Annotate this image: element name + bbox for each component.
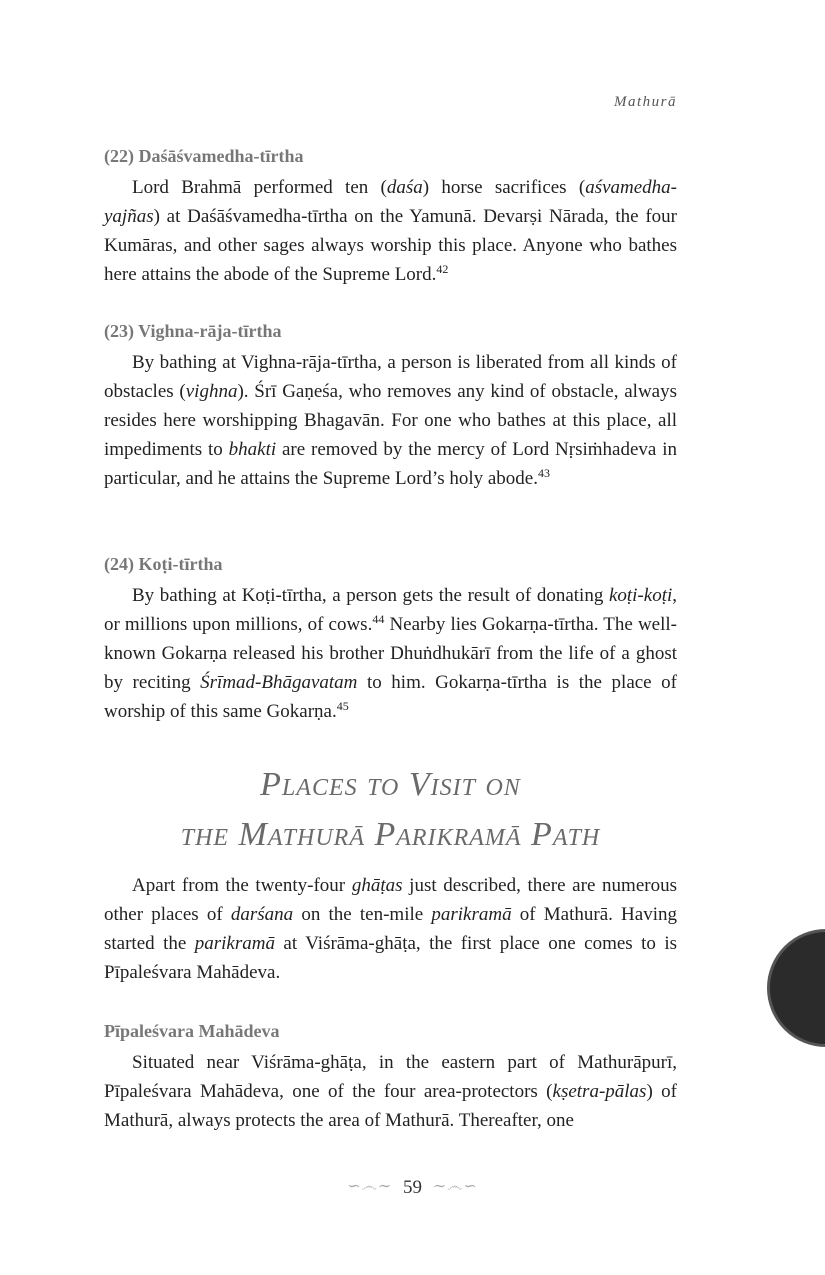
right-ornament-icon: ∼෴∽ [432,1178,478,1195]
intro [104,871,677,987]
section-paragraph: Situated near Viśrāma-ghāṭa, in the eastern part of Mathurāpurī, Pīpaleśvara Mahādeva, one of the four area-protectors (kṣetra-pālas) of Mathurā, always protects the area of Mathurā. Thereafter, one [104,1052,677,1131]
section-24 [104,552,677,726]
footnote-ref: 44 [372,612,385,626]
intro-paragraph: Apart from the twenty-four ghāṭas just described, there are numerous other places of darśana on the ten-mile parikramā of Mathurā. Having started the parikramā at Viśrāma-ghāṭa, the first place one comes to is Pīpaleśvara Mahādeva. [104,875,678,983]
footnote-ref: 43 [538,466,550,480]
section-heading: (23) Vighna-rāja-tīrtha [104,321,282,341]
section-heading: Pīpaleśvara Mahādeva [104,1021,280,1041]
pipaleshvara-section [104,1019,677,1135]
running-title: Mathurā [614,94,677,110]
section-paragraph: By bathing at Vighna-rāja-tīrtha, a person is liberated from all kinds of obstacles (vighna). Śrī Gaṇeśa, who removes any kind of obstacle, always resides here worshipping Bhagavān. For one who bathes at this place, all impediments to bhakti are removed by the mercy of Lord Nṛsiṁhadeva in particular, and he attains the Supreme Lord’s holy abode.$^{43}$ [104,352,677,489]
section-heading: (22) Daśāśvamedha-tīrtha [104,146,304,166]
page-number: 59 [403,1177,422,1198]
section-23 [104,319,677,493]
section-paragraph: By bathing at Koṭi-tīrtha, a person gets the result of donating koṭi-koṭi, or millions upon millions, of cows.$^{44}$ Nearby lies Gokarṇa-tīrtha. The well-known Gokarṇa released his brother Dhuṅdhukārī from the life of a ghost by reciting Śrīmad-Bhāgavatam to him. Gokarṇa-tīrtha is the place of worship of this same Gokarṇa.$^{45}$ [104,585,677,722]
section-title [104,760,677,860]
footnote-ref: 42 [436,262,449,276]
section-title-line-1: Places to Visit on [260,766,521,803]
left-ornament-icon: ∽෴∼ [347,1178,393,1195]
section-22 [104,144,677,289]
footnote-ref: 45 [336,699,349,713]
section-heading: (24) Koṭi-tīrtha [104,554,223,574]
section-paragraph: Lord Brahmā performed ten (daśa) horse sacrifices (aśvamedha-yajñas) at Daśāśvamedha-tīrtha on the Yamunā. Devarṣi Nārada, the four Kumāras, and other sages always worship this place. Anyone who bathes here attains the abode of the Supreme Lord.$^{42}$ [104,177,678,285]
page-footer [0,1176,825,1199]
thumb-tab [767,929,825,1047]
section-title-line-2: the Mathurā Parikramā Path [180,816,601,853]
